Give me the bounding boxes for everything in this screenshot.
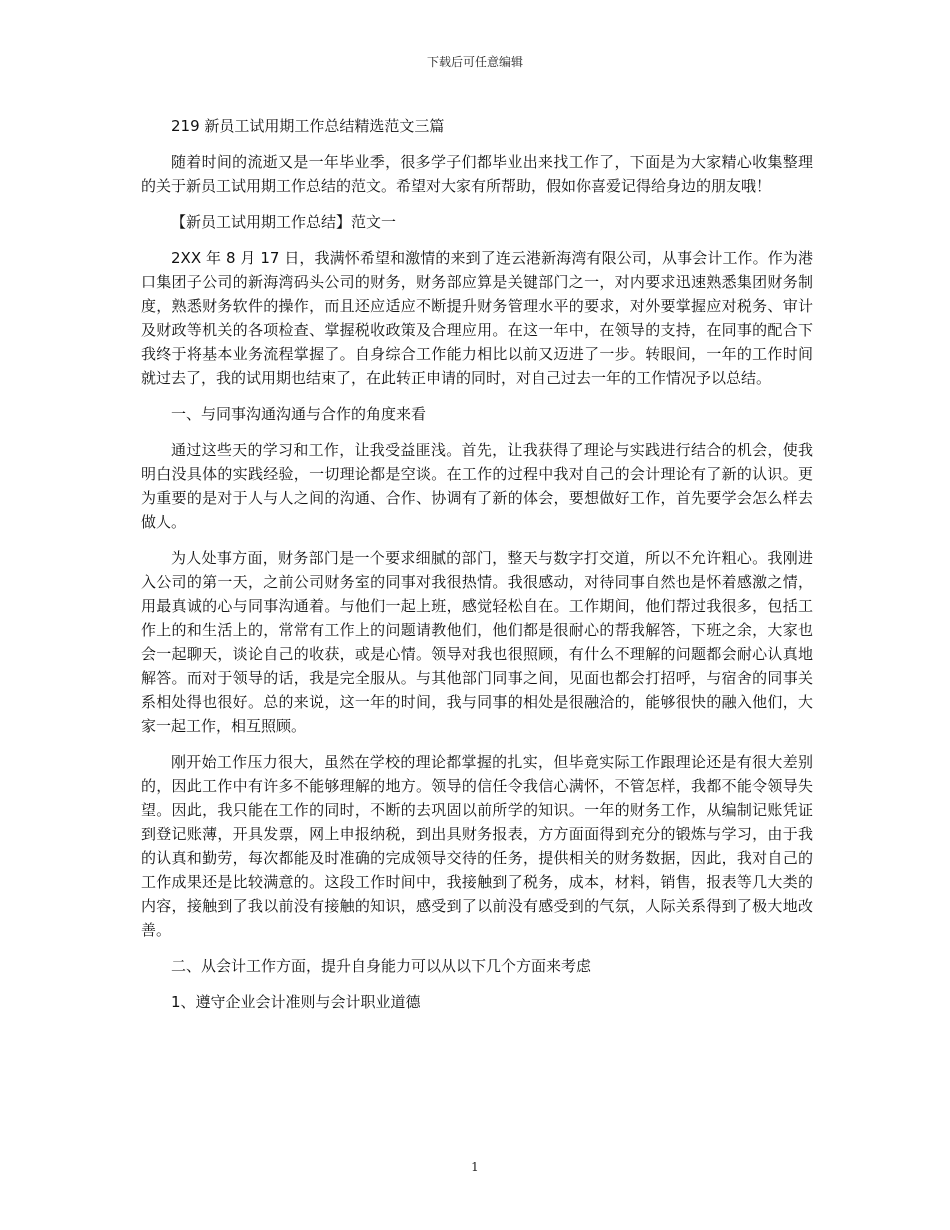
body-paragraph-2: 通过这些天的学习和工作，让我受益匪浅。首先，让我获得了理论与实践进行结合的机会，使我明白没具体的实践经验，一切理论都是空谈。在工作的过程中我对自己的会计理论有了新的认识。更为重要的是对于人与人之间的沟通、合作、协调有了新的体会，要想做好工作，首先要学会怎么样去做人。	[141, 441, 813, 531]
body-paragraph-1: 2XX 年 8 月 17 日，我满怀希望和激情的来到了连云港新海湾有限公司，从事会计工作。作为港口集团子公司的新海湾码头公司的财务，财务部应算是关键部门之一，对内要求迅速熟悉集团财务制度，熟悉财务软件的操作，而且还应适应不断提升财务管理水平的要求，对外要掌握应对税务、审计及财政等机关的各项检查、掌握税收政策及合理应用。在这一年中，在领导的支持，在同事的配合下我终于将基本业务流程掌握了。自身综合工作能力相比以前又迈进了一步。转眼间，一年的工作时间就过去了，我的试用期也结束了，在此转正申请的同时，对自己过去一年的工作情况予以总结。	[141, 249, 813, 387]
page-header: 下载后可任意编辑	[426, 55, 523, 69]
body-paragraph-4: 刚开始工作压力很大，虽然在学校的理论都掌握的扎实，但毕竟实际工作跟理论还是有很大差别的，因此工作中有许多不能够理解的地方。领导的信任令我信心满怀，不管怎样，我都不能令领导失望。因此，我只能在工作的同时，不断的去巩固以前所学的知识。一年的财务工作，从编制记账凭证到登记账薄，开具发票，网上申报纳税，到出具财务报表，方方面面得到充分的锻炼与学习，由于我的认真和勤劳，每次都能及时准确的完成领导交待的任务，提供相关的财务数据，因此，我对自己的工作成果还是比较满意的。这段工作时间中，我接触到了税务，成本，材料，销售，报表等几大类的内容，接触到了我以前没有接触的知识，感受到了以前没有感受到的气氛，人际关系得到了极大地改善。	[141, 753, 813, 939]
heading-3: 1、遵守企业会计准则与会计职业道德	[171, 993, 421, 1011]
body-paragraph-3: 为人处事方面，财务部门是一个要求细腻的部门，整天与数字打交道，所以不允许粗心。我刚进入公司的第一天，之前公司财务室的同事对我很热情。我很感动，对待同事自然也是怀着感激之情，用最真诚的心与同事沟通着。与他们一起上班，感觉轻松自在。工作期间，他们帮过我很多，包括工作上的和生活上的，常常有工作上的问题请教他们，他们都是很耐心的帮我解答，下班之余，大家也会一起聊天，谈论自己的收获，或是心情。领导对我也很照顾，有什么不理解的问题都会耐心认真地解答。而对于领导的话，我是完全服从。与其他部门同事之间，见面也都会打招呼，与宿舍的同事关系相处得也很好。总的来说，这一年的时间，我与同事的相处是很融洽的，能够很快的融入他们，大家一起工作，相互照顾。	[141, 549, 813, 735]
page-number: 1	[471, 1160, 479, 1174]
document-body	[141, 114, 813, 1026]
heading-1: 一、与同事沟通沟通与合作的角度来看	[171, 405, 427, 423]
heading-2: 二、从会计工作方面，提升自身能力可以从以下几个方面来考虑	[171, 957, 592, 975]
section-title: 【新员工试用期工作总结】范文一	[171, 213, 397, 231]
document-title: 219 新员工试用期工作总结精选范文三篇	[171, 117, 445, 135]
intro-paragraph: 随着时间的流逝又是一年毕业季，很多学子们都毕业出来找工作了，下面是为大家精心收集整理的关于新员工试用期工作总结的范文。希望对大家有所帮助，假如你喜爱记得给身边的朋友哦！	[141, 153, 813, 195]
